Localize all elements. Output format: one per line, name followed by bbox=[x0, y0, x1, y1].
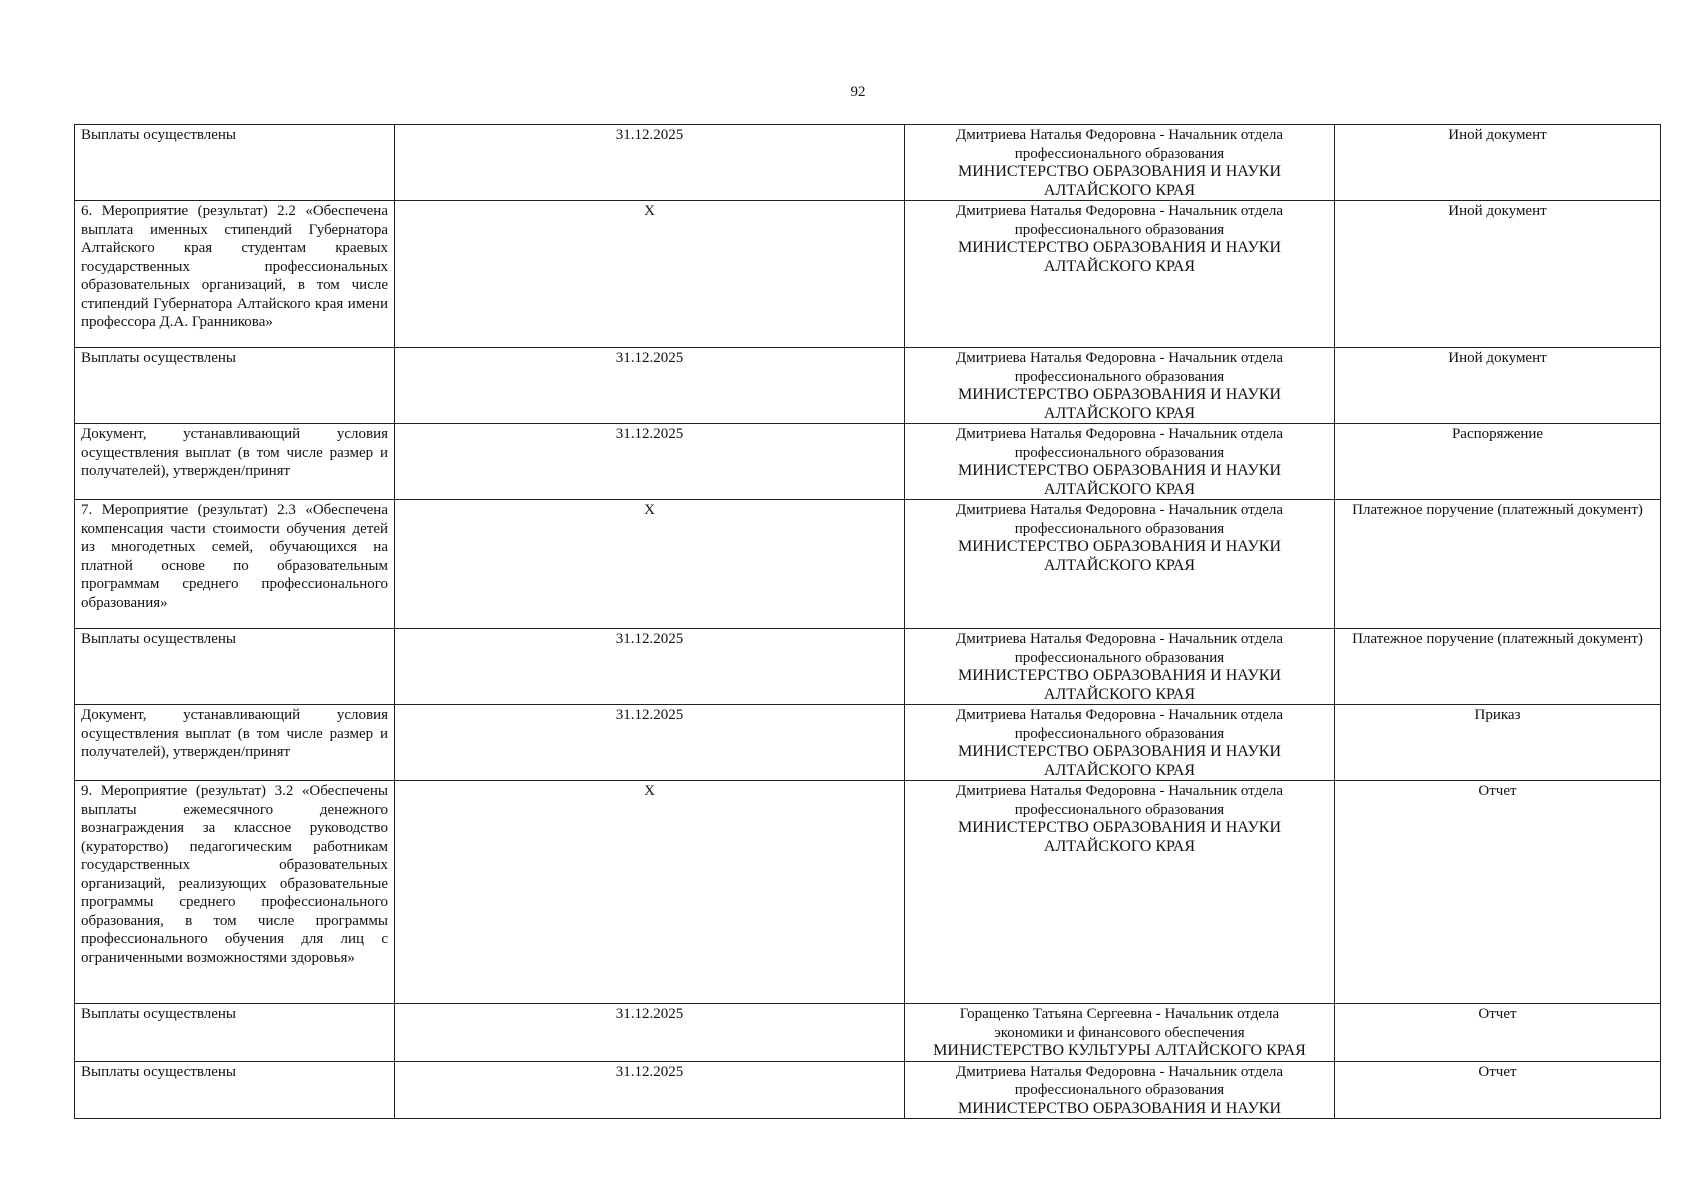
responsible-department: профессионального образования bbox=[1014, 1082, 1225, 1098]
table-row bbox=[75, 348, 1661, 424]
page-number: 92 bbox=[850, 84, 866, 100]
table-body bbox=[75, 125, 1661, 1119]
responsible-organization: МИНИСТЕРСТВО ОБРАЗОВАНИЯ И НАУКИ АЛТАЙСКОГО КРАЯ bbox=[957, 538, 1281, 574]
responsible-department: профессионального образования bbox=[1014, 145, 1225, 162]
responsible-cell bbox=[905, 705, 1335, 781]
document-type-cell: Иной документ bbox=[1335, 125, 1661, 201]
responsible-person: Дмитриева Наталья Федоровна - Начальник отдела bbox=[955, 1063, 1283, 1080]
result-name-cell: Документ, устанавливающий условия осуществления выплат (в том числе размер и получателей), утвержден/принят bbox=[75, 705, 395, 781]
due-date-cell: 31.12.2025 bbox=[395, 705, 905, 781]
responsible-organization: МИНИСТЕРСТВО КУЛЬТУРЫ АЛТАЙСКОГО КРАЯ bbox=[933, 1042, 1306, 1059]
responsible-person: Дмитриева Наталья Федоровна - Начальник отдела bbox=[955, 203, 1283, 219]
table-row bbox=[75, 781, 1661, 1004]
result-name-cell: Выплаты осуществлены bbox=[75, 125, 395, 201]
document-type-cell: Отчет bbox=[1335, 1004, 1661, 1062]
due-date-cell: 31.12.2025 bbox=[395, 1061, 905, 1119]
result-name-cell: Документ, устанавливающий условия осуществления выплат (в том числе размер и получателей), утвержден/принят bbox=[75, 424, 395, 500]
responsible-department: профессионального образования bbox=[1014, 801, 1225, 818]
table-row bbox=[75, 629, 1661, 705]
responsible-organization: МИНИСТЕРСТВО ОБРАЗОВАНИЯ И НАУКИ АЛТАЙСКОГО КРАЯ bbox=[957, 386, 1281, 422]
responsible-cell bbox=[905, 201, 1335, 348]
responsible-department: профессионального образования bbox=[1014, 520, 1225, 537]
control-points-table bbox=[74, 124, 1661, 1119]
result-name-cell: 6. Мероприятие (результат) 2.2 «Обеспечена выплата именных стипендий Губернатора Алтайского края студентам краевых государственных профессиональных образовательных организаций, в том числе стипендий Губернатора Алтайского края имени профессора Д.А. Гранникова» bbox=[75, 201, 395, 348]
table-row bbox=[75, 125, 1661, 201]
responsible-organization: МИНИСТЕРСТВО ОБРАЗОВАНИЯ И НАУКИ bbox=[957, 1099, 1281, 1117]
due-date-cell: X bbox=[395, 781, 905, 1004]
due-date-cell: 31.12.2025 bbox=[395, 629, 905, 705]
responsible-person: Дмитриева Наталья Федоровна - Начальник отдела bbox=[955, 127, 1283, 143]
responsible-department: профессионального образования bbox=[1014, 221, 1225, 238]
result-name-cell: Выплаты осуществлены bbox=[75, 629, 395, 705]
responsible-cell bbox=[905, 1061, 1335, 1119]
responsible-organization: МИНИСТЕРСТВО ОБРАЗОВАНИЯ И НАУКИ АЛТАЙСКОГО КРАЯ bbox=[957, 239, 1281, 275]
responsible-cell bbox=[905, 1004, 1335, 1062]
responsible-person: Дмитриева Наталья Федоровна - Начальник отдела bbox=[955, 631, 1283, 647]
due-date-cell: X bbox=[395, 500, 905, 629]
due-date-cell: X bbox=[395, 201, 905, 348]
responsible-department: профессионального образования bbox=[1014, 444, 1225, 461]
responsible-department: профессионального образования bbox=[1014, 649, 1225, 666]
responsible-person: Дмитриева Наталья Федоровна - Начальник отдела bbox=[955, 350, 1283, 366]
table-row bbox=[75, 705, 1661, 781]
responsible-person: Горащенко Татьяна Сергеевна - Начальник отдела bbox=[959, 1006, 1280, 1022]
responsible-organization: МИНИСТЕРСТВО ОБРАЗОВАНИЯ И НАУКИ АЛТАЙСКОГО КРАЯ bbox=[957, 819, 1281, 855]
result-name-cell: 7. Мероприятие (результат) 2.3 «Обеспечена компенсация части стоимости обучения детей из многодетных семей, обучающихся на платной основе по образовательным программам среднего профессионального образования» bbox=[75, 500, 395, 629]
due-date-cell: 31.12.2025 bbox=[395, 125, 905, 201]
responsible-person: Дмитриева Наталья Федоровна - Начальник отдела bbox=[955, 783, 1283, 799]
responsible-person: Дмитриева Наталья Федоровна - Начальник отдела bbox=[955, 707, 1283, 723]
responsible-cell bbox=[905, 348, 1335, 424]
document-type-cell: Приказ bbox=[1335, 705, 1661, 781]
table-row bbox=[75, 500, 1661, 629]
due-date-cell: 31.12.2025 bbox=[395, 348, 905, 424]
responsible-cell bbox=[905, 781, 1335, 1004]
responsible-organization: МИНИСТЕРСТВО ОБРАЗОВАНИЯ И НАУКИ АЛТАЙСКОГО КРАЯ bbox=[957, 667, 1281, 703]
table-row bbox=[75, 424, 1661, 500]
document-type-cell: Распоряжение bbox=[1335, 424, 1661, 500]
document-type-cell: Отчет bbox=[1335, 1061, 1661, 1119]
responsible-department: профессионального образования bbox=[1014, 368, 1225, 385]
result-name-cell: Выплаты осуществлены bbox=[75, 1061, 395, 1119]
due-date-cell: 31.12.2025 bbox=[395, 1004, 905, 1062]
due-date-cell: 31.12.2025 bbox=[395, 424, 905, 500]
document-type-cell: Платежное поручение (платежный документ) bbox=[1335, 500, 1661, 629]
result-name-cell: Выплаты осуществлены bbox=[75, 1004, 395, 1062]
result-name-cell: Выплаты осуществлены bbox=[75, 348, 395, 424]
table-row bbox=[75, 1061, 1661, 1119]
responsible-organization: МИНИСТЕРСТВО ОБРАЗОВАНИЯ И НАУКИ АЛТАЙСКОГО КРАЯ bbox=[957, 462, 1281, 498]
result-name-cell: 9. Мероприятие (результат) 3.2 «Обеспечены выплаты ежемесячного денежного вознаграждения за классное руководство (кураторство) педагогическим работникам государственных образовательных организаций, реализующих образовательные программы среднего профессионального образования, в том числе программы профессионального обучения для лиц с ограниченными возможностями здоровья» bbox=[75, 781, 395, 1004]
responsible-organization: МИНИСТЕРСТВО ОБРАЗОВАНИЯ И НАУКИ АЛТАЙСКОГО КРАЯ bbox=[957, 743, 1281, 779]
responsible-organization: МИНИСТЕРСТВО ОБРАЗОВАНИЯ И НАУКИ АЛТАЙСКОГО КРАЯ bbox=[957, 163, 1281, 199]
responsible-cell bbox=[905, 629, 1335, 705]
document-type-cell: Платежное поручение (платежный документ) bbox=[1335, 629, 1661, 705]
responsible-department: экономики и финансового обеспечения bbox=[994, 1024, 1245, 1041]
document-type-cell: Отчет bbox=[1335, 781, 1661, 1004]
document-type-cell: Иной документ bbox=[1335, 348, 1661, 424]
responsible-department: профессионального образования bbox=[1014, 725, 1225, 742]
document-type-cell: Иной документ bbox=[1335, 201, 1661, 348]
responsible-cell bbox=[905, 424, 1335, 500]
responsible-cell bbox=[905, 500, 1335, 629]
responsible-person: Дмитриева Наталья Федоровна - Начальник отдела bbox=[955, 426, 1283, 442]
table-row bbox=[75, 1004, 1661, 1062]
table-row bbox=[75, 201, 1661, 348]
responsible-person: Дмитриева Наталья Федоровна - Начальник отдела bbox=[955, 502, 1283, 518]
responsible-cell bbox=[905, 125, 1335, 201]
